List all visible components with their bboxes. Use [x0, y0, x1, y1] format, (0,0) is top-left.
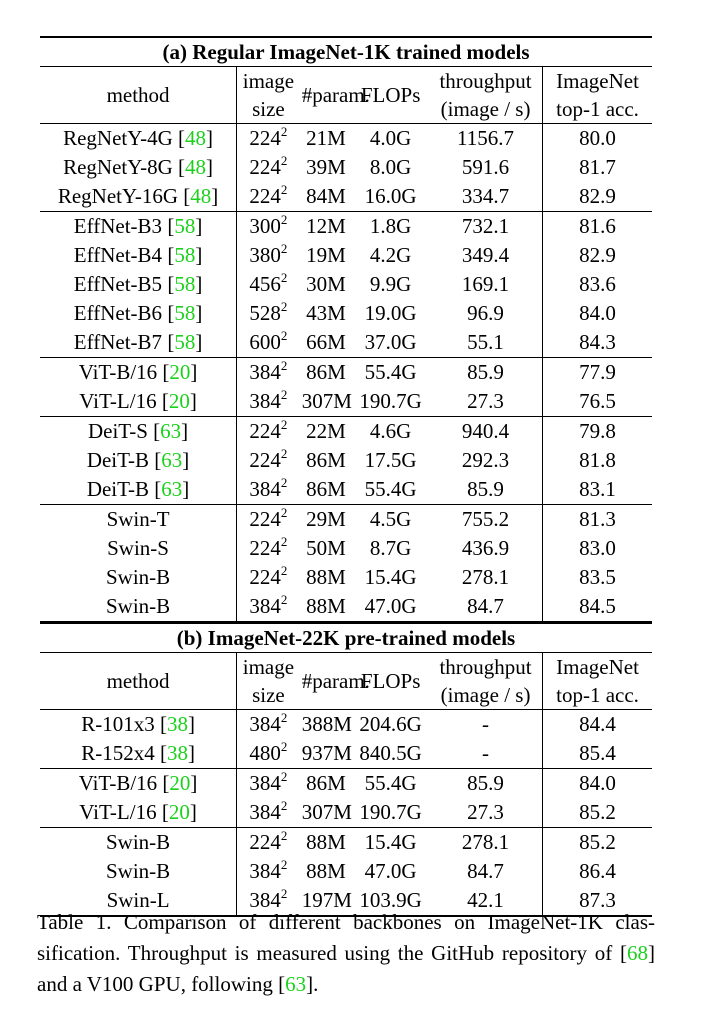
cell-param: 88M [306, 859, 346, 883]
header-method-b: method [40, 653, 237, 710]
table-row [40, 270, 652, 299]
caption-text-2: ] and a V100 GPU, following [ [37, 941, 655, 996]
cell-acc: 77.9 [543, 358, 652, 388]
table-row [40, 446, 652, 475]
cell-image-size [237, 739, 300, 769]
cell-throughput: 940.4 [429, 417, 543, 447]
citation-link[interactable]: 58 [174, 272, 196, 296]
method-name: EffNet-B7 [73, 330, 163, 354]
cell-acc: 85.2 [543, 828, 652, 858]
section-a-body [40, 37, 652, 623]
caption-ref-63[interactable]: 63 [285, 972, 307, 996]
cell-throughput: 85.9 [429, 475, 543, 505]
image-size-value: 480 [249, 741, 281, 765]
header-param-b: #param. [300, 653, 353, 710]
header-flops-b: FLOPs [352, 653, 429, 710]
cell-acc: 80.0 [543, 124, 652, 154]
size-exponent: 2 [280, 387, 288, 402]
section-b-body [40, 623, 652, 917]
cell-method: RegNetY-4G [48] [40, 124, 237, 154]
citation-link[interactable]: 20 [168, 800, 190, 824]
cell-flops: 4.0G [352, 124, 429, 154]
image-size-value: 384 [249, 800, 281, 824]
cell-method: ViT-B/16 [20] [40, 358, 237, 388]
cell-param: 19M [306, 243, 346, 267]
image-size-value: 224 [249, 184, 281, 208]
cell-param: 88M [306, 565, 346, 589]
citation-link[interactable]: 58 [174, 301, 196, 325]
cell-image-size [237, 299, 300, 328]
cell-acc: 82.9 [579, 243, 616, 267]
method-name: R-152x4 [81, 741, 155, 765]
citation-link[interactable]: 38 [166, 741, 188, 765]
cell-image-size [237, 358, 300, 388]
table-row [40, 505, 652, 535]
section-a-title: (a) Regular ImageNet-1K trained models [40, 37, 652, 67]
cell-param: 21M [300, 124, 353, 154]
cell-flops: 4.6G [352, 417, 429, 447]
cell-throughput: 591.6 [429, 153, 543, 182]
size-exponent: 2 [280, 417, 288, 432]
method-name: ViT-B/16 [78, 771, 158, 795]
cell-image-size [237, 212, 300, 242]
method-name: RegNetY-8G [63, 155, 173, 179]
citation-link[interactable]: 58 [174, 330, 196, 354]
cell-flops: 9.9G [369, 272, 412, 296]
cell-image-size [237, 446, 300, 475]
cell-acc: 81.3 [543, 505, 652, 535]
cell-throughput: 292.3 [429, 446, 543, 475]
cell-acc: 79.8 [543, 417, 652, 447]
cell-flops: 190.7G [359, 389, 422, 413]
cell-param: 86M [306, 448, 346, 472]
size-exponent: 2 [280, 328, 288, 343]
cell-param: 50M [306, 536, 346, 560]
header-method: method [40, 67, 237, 124]
cell-method [40, 828, 237, 858]
cell-method: R-101x3 [38] [40, 710, 237, 740]
cell-throughput: 755.2 [429, 505, 543, 535]
cell-method: DeiT-B [63] [40, 446, 237, 475]
cell-param: 307M [301, 389, 352, 413]
header-image-size-2-b: size [252, 682, 285, 707]
cell-param: 12M [300, 212, 353, 242]
method-name: Swin-B [105, 594, 171, 618]
method-name: Swin-B [105, 565, 171, 589]
cell-throughput: 42.1 [429, 886, 543, 916]
table-row [40, 153, 652, 182]
cell-image-size [237, 417, 300, 447]
header-row-1-b [40, 653, 652, 682]
cell-acc: 81.8 [579, 448, 616, 472]
cell-image-size [237, 505, 300, 535]
header-throughput-2-b: (image / s) [429, 681, 543, 710]
size-exponent: 2 [280, 769, 288, 784]
cell-throughput: 349.4 [429, 241, 543, 270]
size-exponent: 2 [280, 505, 288, 520]
caption-ref-68[interactable]: 68 [627, 941, 648, 965]
image-size-value: 224 [249, 448, 281, 472]
cell-acc: 86.4 [579, 859, 616, 883]
cell-method: DeiT-S [63] [40, 417, 237, 447]
table-row [40, 417, 652, 447]
cell-param: 307M [301, 800, 352, 824]
cell-param: 937M [301, 741, 352, 765]
cell-param: 22M [300, 417, 353, 447]
image-size-value: 224 [249, 830, 281, 854]
size-exponent: 2 [280, 182, 288, 197]
cell-method: EffNet-B6 [58] [40, 299, 237, 328]
method-name: Swin-L [106, 888, 170, 912]
citation-link[interactable]: 48 [185, 126, 207, 150]
cell-acc: 84.5 [579, 594, 616, 618]
cell-flops: 47.0G [364, 594, 417, 618]
cell-param: 388M [300, 710, 353, 740]
cell-param: 86M [300, 769, 353, 799]
cell-method [40, 534, 237, 563]
cell-acc: 84.4 [543, 710, 652, 740]
image-size-value: 384 [249, 594, 281, 618]
table-row [40, 212, 652, 242]
cell-acc: 81.6 [543, 212, 652, 242]
header-image-size-1: image [237, 67, 300, 96]
table-row [40, 828, 652, 858]
cell-throughput: 334.7 [429, 182, 543, 212]
cell-image-size [237, 387, 300, 417]
image-size-value: 300 [249, 214, 281, 238]
method-name: DeiT-B [86, 448, 150, 472]
cell-method: ViT-L/16 [20] [40, 798, 237, 828]
cell-acc: 85.2 [579, 800, 616, 824]
cell-param: 86M [306, 477, 346, 501]
cell-image-size [237, 828, 300, 858]
size-exponent: 2 [280, 534, 288, 549]
cell-image-size [237, 769, 300, 799]
cell-flops: 103.9G [352, 886, 429, 916]
method-name: EffNet-B6 [73, 301, 163, 325]
method-name: RegNetY-4G [63, 126, 173, 150]
size-exponent: 2 [280, 270, 288, 285]
cell-method: EffNet-B3 [58] [40, 212, 237, 242]
cell-image-size [237, 534, 300, 563]
cell-param: 43M [306, 301, 346, 325]
table-row [40, 857, 652, 886]
cell-acc: 83.1 [579, 477, 616, 501]
header-throughput-1-b: throughput [429, 653, 543, 682]
cell-param: 88M [300, 828, 353, 858]
cell-throughput: 278.1 [429, 828, 543, 858]
cell-method [40, 505, 237, 535]
cell-flops: 1.8G [352, 212, 429, 242]
cell-flops: 8.7G [369, 536, 412, 560]
table-row [40, 769, 652, 799]
cell-flops: 55.4G [352, 358, 429, 388]
cell-flops: 37.0G [364, 330, 417, 354]
cell-flops: 19.0G [364, 301, 417, 325]
cell-throughput: 85.9 [429, 358, 543, 388]
cell-image-size [237, 241, 300, 270]
cell-acc: 83.6 [579, 272, 616, 296]
table-row [40, 798, 652, 828]
method-name: ViT-L/16 [79, 389, 157, 413]
cell-throughput: 1156.7 [429, 124, 543, 154]
section-a-title-row [40, 37, 652, 67]
header-row-1 [40, 67, 652, 96]
cell-method: EffNet-B4 [58] [40, 241, 237, 270]
method-name: ViT-B/16 [78, 360, 158, 384]
cell-acc: 85.4 [579, 741, 616, 765]
size-exponent: 2 [280, 212, 288, 227]
cell-image-size [237, 270, 300, 299]
size-exponent: 2 [280, 124, 288, 139]
cell-image-size [237, 798, 300, 828]
cell-acc: 84.0 [543, 769, 652, 799]
size-exponent: 2 [280, 798, 288, 813]
size-exponent: 2 [280, 299, 288, 314]
cell-flops: 4.2G [369, 243, 412, 267]
size-exponent: 2 [280, 563, 288, 578]
citation-link[interactable]: 48 [190, 184, 212, 208]
size-exponent: 2 [280, 886, 288, 901]
table-row [40, 299, 652, 328]
image-size-value: 600 [249, 330, 281, 354]
cell-throughput: - [429, 739, 543, 769]
citation-link[interactable]: 63 [161, 477, 183, 501]
cell-flops: 15.4G [364, 565, 417, 589]
cell-flops: 840.5G [359, 741, 422, 765]
cell-throughput: 27.3 [429, 798, 543, 828]
cell-method: DeiT-B [63] [40, 475, 237, 505]
cell-image-size [237, 153, 300, 182]
cell-method [40, 592, 237, 623]
citation-link[interactable]: 63 [161, 448, 183, 472]
header-acc-1: ImageNet [543, 67, 652, 96]
method-name: ViT-L/16 [79, 800, 157, 824]
size-exponent: 2 [280, 710, 288, 725]
cell-image-size [237, 710, 300, 740]
cell-flops: 8.0G [369, 155, 412, 179]
cell-param: 84M [306, 184, 346, 208]
cell-image-size [237, 182, 300, 212]
image-size-value: 224 [249, 126, 281, 150]
cell-throughput: 732.1 [429, 212, 543, 242]
section-b-title-row [40, 623, 652, 653]
size-exponent: 2 [280, 358, 288, 373]
table-row [40, 534, 652, 563]
size-exponent: 2 [280, 828, 288, 843]
caption-text-1: Table 1. Comparison of different backbones on ImageNet-1K clas-sification. Throughput is measured using the GitHub repository of [ [37, 910, 655, 965]
image-size-value: 528 [249, 301, 281, 325]
cell-acc: 83.5 [579, 565, 616, 589]
cell-throughput: 85.9 [429, 769, 543, 799]
image-size-value: 384 [249, 477, 281, 501]
citation-link[interactable]: 48 [185, 155, 207, 179]
size-exponent: 2 [280, 446, 288, 461]
cell-acc: 83.0 [579, 536, 616, 560]
header-acc-2: top-1 acc. [556, 96, 639, 121]
section-b-title: (b) ImageNet-22K pre-trained models [40, 623, 652, 653]
method-name: DeiT-S [87, 419, 148, 443]
cell-acc: 84.0 [579, 301, 616, 325]
table-row [40, 124, 652, 154]
cell-flops: 190.7G [359, 800, 422, 824]
method-name: R-101x3 [81, 712, 155, 736]
table-row [40, 358, 652, 388]
cell-method: R-152x4 [38] [40, 739, 237, 769]
size-exponent: 2 [280, 153, 288, 168]
table-row [40, 182, 652, 212]
image-size-value: 384 [249, 888, 281, 912]
cell-acc: 84.3 [579, 330, 616, 354]
citation-link[interactable]: 20 [169, 360, 191, 384]
cell-param: 197M [300, 886, 353, 916]
image-size-value: 456 [249, 272, 281, 296]
table-row [40, 592, 652, 623]
image-size-value: 224 [249, 565, 281, 589]
method-name: Swin-S [107, 536, 169, 560]
method-name: DeiT-B [86, 477, 150, 501]
image-size-value: 384 [249, 771, 281, 795]
cell-image-size [237, 592, 300, 623]
header-param: #param. [300, 67, 353, 124]
method-name: Swin-B [105, 830, 171, 854]
cell-method: EffNet-B7 [58] [40, 328, 237, 358]
cell-flops: 16.0G [364, 184, 417, 208]
image-size-value: 224 [249, 419, 281, 443]
cell-method [40, 563, 237, 592]
table-row [40, 475, 652, 505]
cell-acc: 87.3 [543, 886, 652, 916]
citation-link[interactable]: 58 [174, 214, 196, 238]
cell-image-size [237, 124, 300, 154]
cell-method: ViT-B/16 [20] [40, 769, 237, 799]
citation-link[interactable]: 20 [168, 389, 190, 413]
cell-method: ViT-L/16 [20] [40, 387, 237, 417]
cell-acc: 81.7 [579, 155, 616, 179]
cell-flops: 17.5G [364, 448, 417, 472]
citation-link[interactable]: 63 [160, 419, 182, 443]
backbone-comparison-table [40, 36, 652, 917]
cell-flops: 55.4G [364, 477, 417, 501]
cell-param: 29M [300, 505, 353, 535]
cell-image-size [237, 328, 300, 358]
table-row [40, 387, 652, 417]
cell-param: 86M [300, 358, 353, 388]
header-image-size-1-b: image [237, 653, 300, 682]
cell-throughput: 27.3 [429, 387, 543, 417]
citation-link[interactable]: 38 [166, 712, 188, 736]
cell-throughput: 96.9 [429, 299, 543, 328]
header-throughput-1: throughput [429, 67, 543, 96]
citation-link[interactable]: 20 [169, 771, 191, 795]
size-exponent: 2 [280, 592, 288, 607]
header-acc-2-b: top-1 acc. [556, 682, 639, 707]
cell-acc: 82.9 [579, 184, 616, 208]
cell-image-size [237, 857, 300, 886]
cell-throughput: 84.7 [429, 857, 543, 886]
header-throughput-2: (image / s) [429, 95, 543, 124]
table-row [40, 563, 652, 592]
size-exponent: 2 [280, 857, 288, 872]
header-acc-1-b: ImageNet [543, 653, 652, 682]
caption-text-3: ]. [306, 972, 319, 996]
cell-throughput: 436.9 [429, 534, 543, 563]
cell-flops: 47.0G [364, 859, 417, 883]
table-row [40, 241, 652, 270]
cell-image-size [237, 563, 300, 592]
image-size-value: 384 [249, 389, 281, 413]
cell-throughput: 278.1 [429, 563, 543, 592]
cell-throughput: 169.1 [429, 270, 543, 299]
cell-flops: 55.4G [352, 769, 429, 799]
cell-throughput: 84.7 [429, 592, 543, 623]
citation-link[interactable]: 58 [174, 243, 196, 267]
size-exponent: 2 [280, 241, 288, 256]
image-size-value: 224 [249, 536, 281, 560]
method-name: EffNet-B4 [73, 243, 163, 267]
header-image-size-2: size [252, 96, 285, 121]
cell-image-size [237, 475, 300, 505]
method-name: EffNet-B5 [73, 272, 163, 296]
table-row [40, 739, 652, 769]
cell-throughput: - [429, 710, 543, 740]
cell-flops: 4.5G [352, 505, 429, 535]
image-size-value: 384 [249, 712, 281, 736]
image-size-value: 384 [249, 360, 281, 384]
header-flops: FLOPs [352, 67, 429, 124]
cell-throughput: 55.1 [429, 328, 543, 358]
table-caption [37, 907, 655, 1000]
cell-param: 30M [306, 272, 346, 296]
cell-param: 39M [306, 155, 346, 179]
method-name: Swin-B [105, 859, 171, 883]
method-name: RegNetY-16G [57, 184, 179, 208]
cell-method [40, 857, 237, 886]
table-row [40, 328, 652, 358]
image-size-value: 384 [249, 859, 281, 883]
size-exponent: 2 [280, 739, 288, 754]
cell-flops: 15.4G [352, 828, 429, 858]
table-row [40, 710, 652, 740]
image-size-value: 224 [249, 155, 281, 179]
cell-flops: 204.6G [352, 710, 429, 740]
cell-acc: 76.5 [579, 389, 616, 413]
cell-param: 66M [306, 330, 346, 354]
cell-method: RegNetY-16G [48] [40, 182, 237, 212]
method-name: Swin-T [106, 507, 170, 531]
size-exponent: 2 [280, 475, 288, 490]
cell-param: 88M [306, 594, 346, 618]
method-name: EffNet-B3 [73, 214, 163, 238]
image-size-value: 380 [249, 243, 281, 267]
cell-method: RegNetY-8G [48] [40, 153, 237, 182]
image-size-value: 224 [249, 507, 281, 531]
cell-method: EffNet-B5 [58] [40, 270, 237, 299]
